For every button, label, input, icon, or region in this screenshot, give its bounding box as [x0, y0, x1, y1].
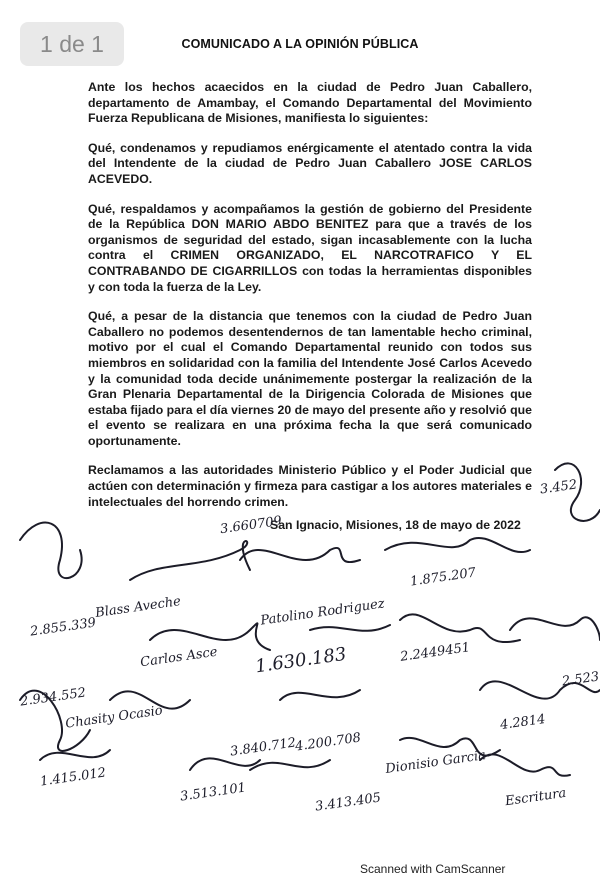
signature-text: 3.413.405 [314, 790, 382, 815]
signature-text: 3.452 [539, 477, 579, 498]
signature-text: Patolino Rodriguez [259, 596, 386, 629]
signature-text: 4.200.708 [294, 730, 362, 755]
signatures-area [0, 440, 600, 840]
signature-text: Dionisio Garcia [384, 748, 487, 777]
signature-stroke [20, 523, 82, 579]
signature-stroke [385, 538, 530, 552]
signature-text: 3.660709 [219, 513, 283, 538]
signature-text: 1.415.012 [39, 765, 107, 790]
signature-text: 2.523 [561, 669, 600, 690]
signature-stroke [480, 754, 570, 775]
signature-stroke [240, 548, 360, 562]
signature-text: 3.513.101 [179, 780, 247, 805]
signature-text: 3.840.712 [229, 735, 297, 760]
signature-text: 4.2814 [499, 711, 547, 734]
signature-text: 2.2449451 [399, 640, 472, 665]
signature-text: Carlos Asce [139, 644, 219, 671]
signature-stroke [280, 690, 360, 700]
paragraph-postponement: Qué, a pesar de la distancia que tenemos con la ciudad de Pedro Juan Caballero no podemos desentendernos de tan lamentable hecho criminal, motivo por el cual el Comando Departamental reunido con todos sus miembros en solidaridad con la familia del Intendente José Carlos Acevedo y la comunidad toda decide unánimemente postergar la realización de la Gran Plenaria Departamental de la Dirigencia Colorada de Misiones que estaba fijado para el día viernes 20 de mayo del presente año y resolvió que el evento se realizara en una próxima fecha la que será comunicado oportunamente. [88, 309, 532, 448]
signature-stroke [400, 614, 520, 642]
paragraph-condemnation: Qué, condenamos y repudiamos enérgicamente el atentado contra la vida del Intendente de la ciudad de Pedro Juan Caballero JOSE CARLOS ACEVEDO. [88, 140, 532, 186]
document-title: COMUNICADO A LA OPINIÓN PÚBLICA [181, 37, 419, 51]
date-line: San Ignacio, Misiones, 18 de mayo de 2022 [270, 518, 521, 532]
signature-text: 2.934.552 [19, 685, 87, 710]
signature-text: 1.875.207 [409, 565, 477, 590]
paragraph-support: Qué, respaldamos y acompañamos la gestión de gobierno del Presidente de la República DON MARIO ABDO BENITEZ para que a través de los organismos de seguridad del estado, sigan incasablemente con la lucha contra el CRIMEN ORGANIZADO, EL NARCOTRAFICO Y EL CONTRABANDO DE CIGARRILLOS con todas la herramientas disponibles y con toda la fuerza de la Ley. [88, 201, 532, 294]
signature-text: Blass Aveche [94, 594, 182, 621]
signature-stroke [250, 760, 330, 770]
signature-stroke [310, 625, 390, 631]
signature-stroke [510, 617, 600, 640]
signature-stroke [190, 758, 260, 770]
signature-text: Chasity Ocasio [64, 703, 164, 732]
page-indicator-badge: 1 de 1 [20, 22, 124, 66]
signature-stroke [40, 750, 110, 760]
paragraph-intro: Ante los hechos acaecidos en la ciudad de Pedro Juan Caballero, departamento de Amambay, el Comando Departamental del Movimiento Fuerza Republicana de Misiones, manifiesta lo siguientes: [88, 80, 532, 126]
scanner-watermark: Scanned with CamScanner [360, 862, 506, 876]
signature-stroke [130, 541, 250, 580]
signature-text: 2.855.339 [29, 615, 97, 640]
paragraph-demand: Reclamamos a las autoridades Ministerio Público y el Poder Judicial que actúen con determinación y firmeza para castigar a los autores materiales e intelectuales del horrendo crimen. [88, 463, 532, 509]
signature-text: 1.630.183 [253, 643, 348, 678]
signature-text: Escritura [504, 785, 568, 810]
